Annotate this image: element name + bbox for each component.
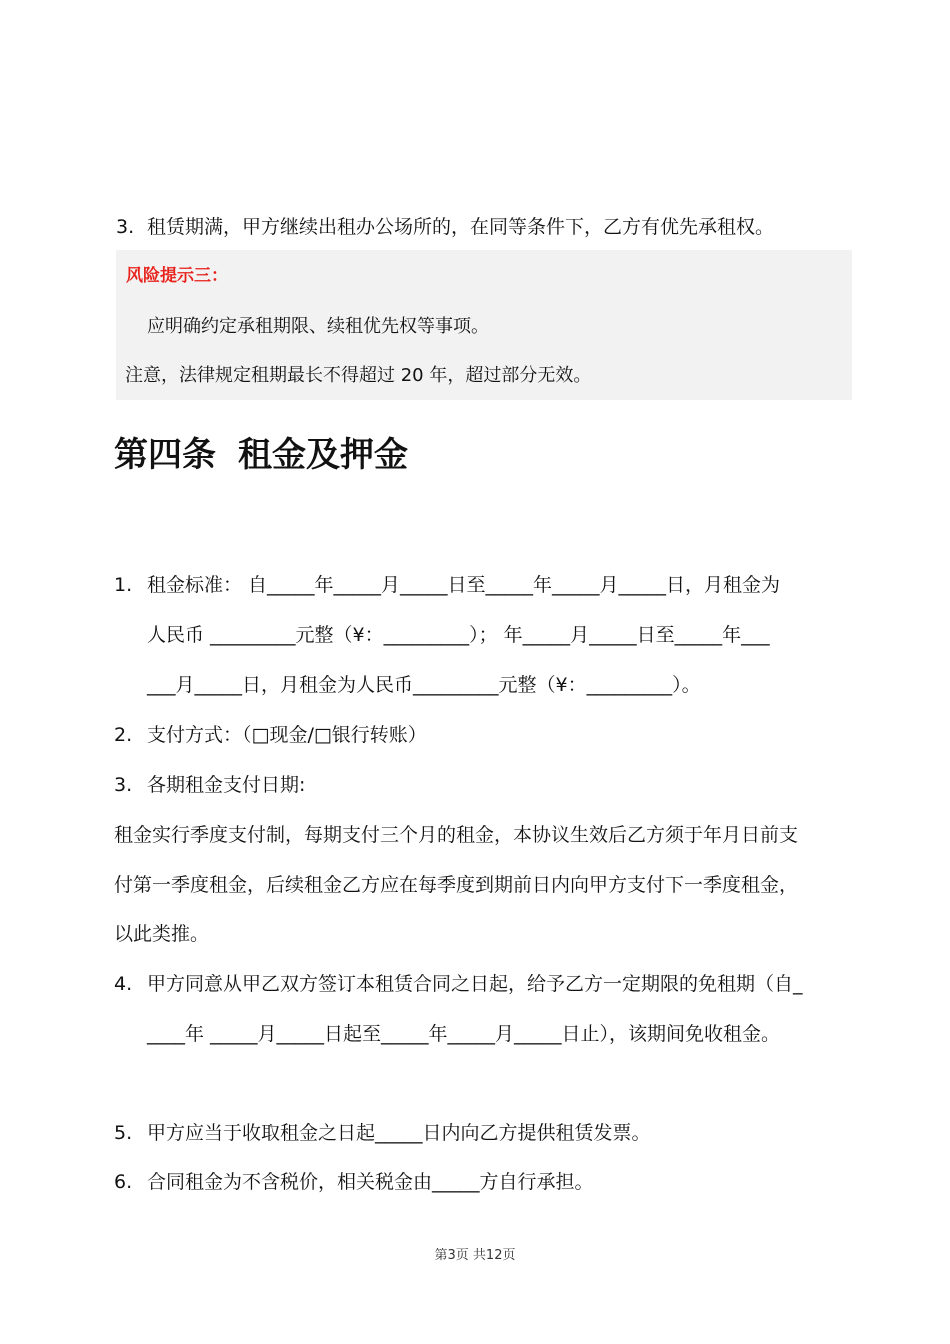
list-item-text: 甲方同意从甲乙双方签订本租赁合同之日起，给予乙方一定期限的免租期（自_ bbox=[147, 973, 803, 995]
list-number: 5. bbox=[114, 1122, 133, 1144]
list-number: 6. bbox=[114, 1171, 133, 1193]
list-item-text: 各期租金支付日期: bbox=[147, 774, 306, 796]
list-number: 1. bbox=[114, 574, 133, 596]
list-item-text: 合同租金为不含税价，相关税金由_____方自行承担。 bbox=[147, 1171, 594, 1193]
list-item-text: ____年 _____月_____日起至_____年_____月_____日止），该期间免收租金。 bbox=[147, 1023, 781, 1045]
list-number: 4. bbox=[114, 973, 133, 995]
list-item-text: ___月_____日，月租金为人民币_________元整（¥：_________）。 bbox=[147, 674, 701, 696]
list-number: 3. bbox=[114, 774, 133, 796]
list-item-text: 租金标准： 自_____年_____月_____日至_____年_____月_____日，月租金为 bbox=[147, 574, 781, 596]
list-number: 2. bbox=[114, 724, 133, 746]
risk-hint-line-2: 注意，法律规定租期最长不得超过 20 年，超过部分无效。 bbox=[125, 365, 592, 386]
list-item-text: 支付方式：（□现金/□银行转账） bbox=[147, 724, 427, 746]
list-item-text: 租赁期满，甲方继续出租办公场所的，在同等条件下，乙方有优先承租权。 bbox=[147, 216, 775, 238]
list-item-text: 人民币 _________元整（¥：_________）； 年_____月_____日至_____年___ bbox=[147, 624, 770, 646]
risk-hint-title: 风险提示三： bbox=[126, 266, 228, 286]
list-number: 3. bbox=[116, 216, 135, 238]
risk-hint-line-1: 应明确约定承租期限、续租优先权等事项。 bbox=[147, 316, 489, 337]
risk-hint-box bbox=[116, 250, 852, 400]
paragraph-text: 租金实行季度支付制，每期支付三个月的租金，本协议生效后乙方须于年月日前支 bbox=[114, 824, 799, 846]
paragraph-text: 以此类推。 bbox=[114, 923, 210, 945]
list-item-text: 甲方应当于收取租金之日起_____日内向乙方提供租赁发票。 bbox=[147, 1122, 651, 1144]
article-number: 第四条 bbox=[114, 435, 216, 475]
paragraph-text: 付第一季度租金，后续租金乙方应在每季度到期前日内向甲方支付下一季度租金， bbox=[114, 874, 799, 896]
article-heading bbox=[114, 432, 408, 478]
article-title: 租金及押金 bbox=[238, 435, 408, 475]
page-footer: 第3页 共12页 bbox=[434, 1248, 516, 1263]
